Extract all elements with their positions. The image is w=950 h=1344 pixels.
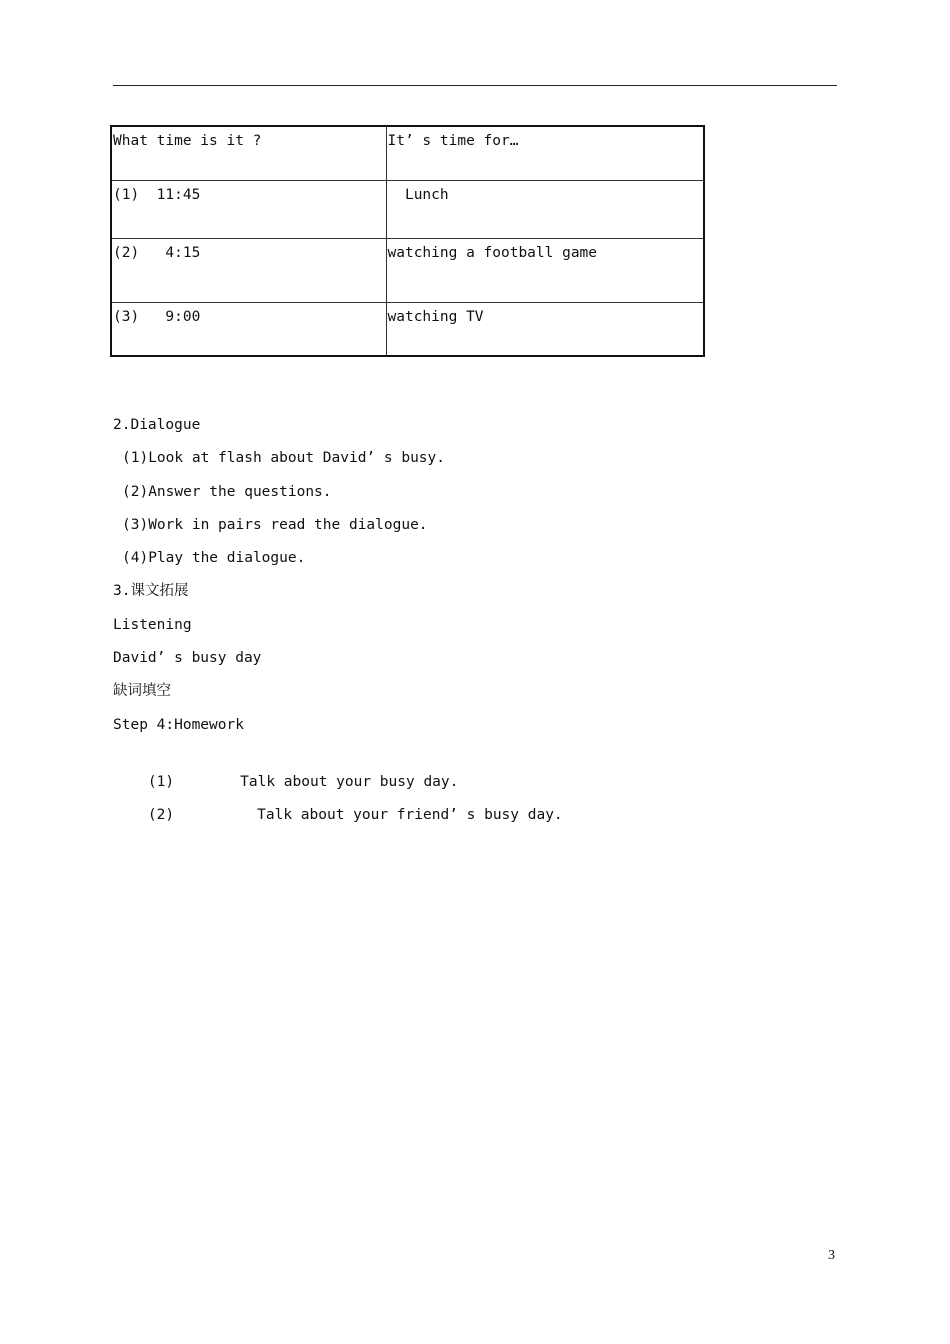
homework-item-number: (2)	[147, 807, 175, 824]
dialogue-item: (4)Play the dialogue.	[122, 550, 306, 567]
table-cell-time: (3) 9:00	[111, 302, 386, 356]
listening-title: David’ s busy day	[113, 650, 262, 667]
table-header-cell: It’ s time for…	[386, 126, 704, 180]
table-cell-activity: Lunch	[386, 180, 704, 238]
fill-in-task: 缺词填空	[113, 683, 171, 700]
homework-heading: Step 4:Homework	[113, 716, 244, 733]
table-header-row	[111, 126, 704, 180]
time-table	[110, 125, 705, 357]
extension-heading: 3.课文拓展	[113, 583, 189, 600]
homework-item-text: Talk about your busy day.	[240, 773, 459, 790]
table-cell-time: (2) 4:15	[111, 238, 386, 302]
dialogue-item: (3)Work in pairs read the dialogue.	[122, 516, 428, 533]
homework-item	[113, 746, 813, 790]
table-cell-activity: watching TV	[386, 302, 704, 356]
table-row	[111, 180, 704, 238]
listening-label: Listening	[113, 616, 192, 633]
dialogue-item: (2)Answer the questions.	[122, 483, 332, 500]
table-header-cell: What time is it ?	[111, 126, 386, 180]
table-cell-activity: watching a football game	[386, 238, 704, 302]
dialogue-item: (1)Look at flash about David’ s busy.	[122, 450, 446, 467]
table-row	[111, 302, 704, 356]
page-number: 3	[828, 1248, 835, 1263]
body-text	[113, 413, 813, 824]
header-rule	[113, 85, 837, 86]
homework-item-text: Talk about your friend’ s busy day.	[257, 807, 563, 824]
table-row	[111, 238, 704, 302]
table-cell-time: (1) 11:45	[111, 180, 386, 238]
homework-item-number: (1)	[147, 773, 175, 790]
dialogue-heading: 2.Dialogue	[113, 417, 201, 433]
